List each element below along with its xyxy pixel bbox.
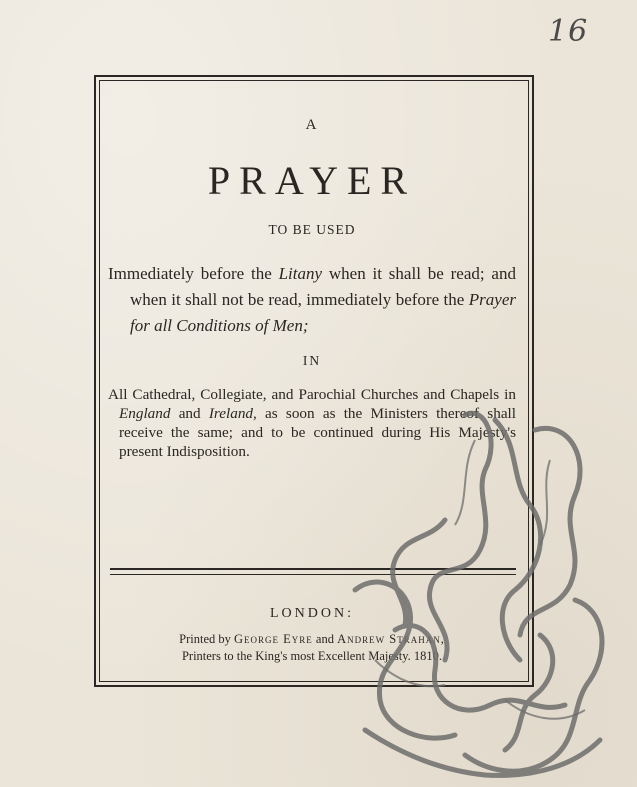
para1-italic-litany: Litany [278, 264, 323, 283]
in-heading: IN [302, 353, 322, 368]
imprint-and: and [312, 632, 338, 646]
subtitle: TO BE USED [268, 222, 356, 237]
para2-text-1: All Cathedral, Collegiate, and Parochial Churches and Chapels in [108, 386, 516, 403]
para2-italic-ireland: Ireland [208, 405, 254, 422]
instruction-paragraph [108, 261, 516, 339]
imprint-line-2: Printers to the King's most Excellent Majesty. 1810. [181, 649, 443, 663]
imprint-printed-by: Printed by [179, 632, 234, 646]
para1-italic-prayer: Prayer for all Conditions of Men; [130, 290, 516, 335]
page-title: PRAYER [207, 158, 417, 203]
para2-italic-england: England [119, 405, 171, 422]
article-a: A [305, 117, 319, 133]
para2-text-3: , as soon as the Ministers thereof shall receive the same; and to be continued during His Majesty's present Indisposition. [119, 405, 516, 460]
para2-text-2: and [170, 405, 209, 422]
folio-number: 16 [548, 14, 589, 49]
para1-text-1: Immediately before the [108, 264, 279, 283]
imprint-city: LONDON: [270, 606, 354, 621]
imprint-printer-1: George Eyre [234, 632, 313, 646]
flame-ornament-stamp [335, 400, 615, 785]
para1-text-2: when it shall be read; and when it shall not be read, immediately before the [130, 264, 516, 309]
imprint-printer-2: Andrew Strahan, [337, 632, 445, 646]
